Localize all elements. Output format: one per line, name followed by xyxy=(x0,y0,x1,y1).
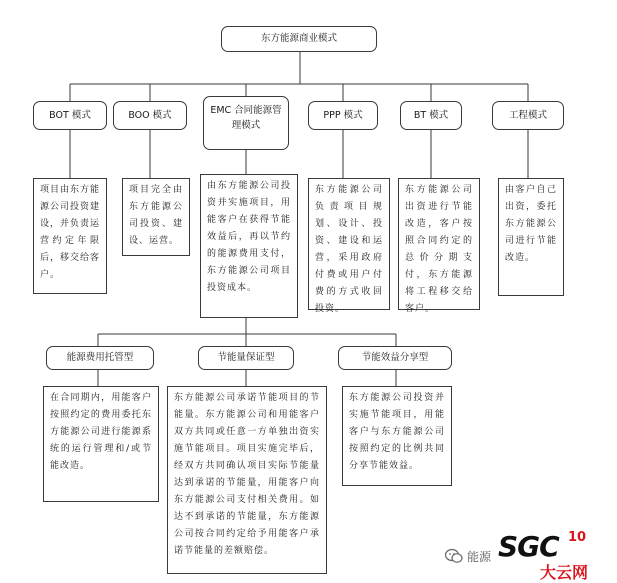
model-engineering-desc: 由客户自己出资，委托东方能源公司进行节能改造。 xyxy=(498,178,564,296)
model-boo: BOO 模式 xyxy=(113,101,187,130)
model-emc-desc: 由东方能源公司投资并实施项目，用能客户在获得节能效益后，再以节约的能源费用支付，东方能源公司项目投资成本。 xyxy=(200,174,298,318)
model-boo-desc: 项目完全由东方能源公司投资、建设、运营。 xyxy=(122,178,190,256)
emc-type-guarantee-desc: 东方能源公司承诺节能项目的节能量。东方能源公司和用能客户双方共同或任意一方单独出资实施节能项目。项目实施完毕后，经双方共同确认项目实际节能量达到承诺的节能量，用能客户向东方能源公司支付相关费用。如达不到承诺的节能量，东方能源公司按合同约定给予用能客户承诺节能量的差额赔偿。 xyxy=(167,386,327,574)
model-ppp-desc: 东方能源公司负责项目规划、设计、投资、建设和运营，采用政府付费或用户付费的方式收回投资。 xyxy=(308,178,390,310)
model-bot: BOT 模式 xyxy=(33,101,107,130)
emc-type-hosting-desc: 在合同期内，用能客户按照约定的费用委托东方能源公司进行能源系统的运行管理和/或节能改造。 xyxy=(43,386,159,502)
sgc-logo-sup: 10 xyxy=(568,530,587,545)
model-bot-desc: 项目由东方能源公司投资建设，并负责运营约定年限后，移交给客户。 xyxy=(33,178,107,294)
emc-type-guarantee: 节能量保证型 xyxy=(198,346,294,370)
watermark-text: 能源 xyxy=(467,550,492,564)
sgc-logo: SGC xyxy=(498,530,559,563)
emc-type-hosting: 能源费用托管型 xyxy=(46,346,154,370)
root-node: 东方能源商业模式 xyxy=(221,26,377,52)
wechat-icon xyxy=(444,546,464,566)
model-emc: EMC 合同能源管理模式 xyxy=(203,96,289,150)
model-ppp: PPP 模式 xyxy=(308,101,378,130)
model-bt-desc: 东方能源公司出资进行节能改造，客户按照合同约定的总价分期支付，东方能源将工程移交给客户。 xyxy=(398,178,480,310)
emc-type-sharing-desc: 东方能源公司投资并实施节能项目，用能客户与东方能源公司按照约定的比例共同分享节能效益。 xyxy=(342,386,452,486)
model-bt: BT 模式 xyxy=(400,101,462,130)
emc-type-sharing: 节能效益分享型 xyxy=(338,346,452,370)
site-name: 大云网 xyxy=(540,563,589,582)
model-engineering: 工程模式 xyxy=(492,101,564,130)
